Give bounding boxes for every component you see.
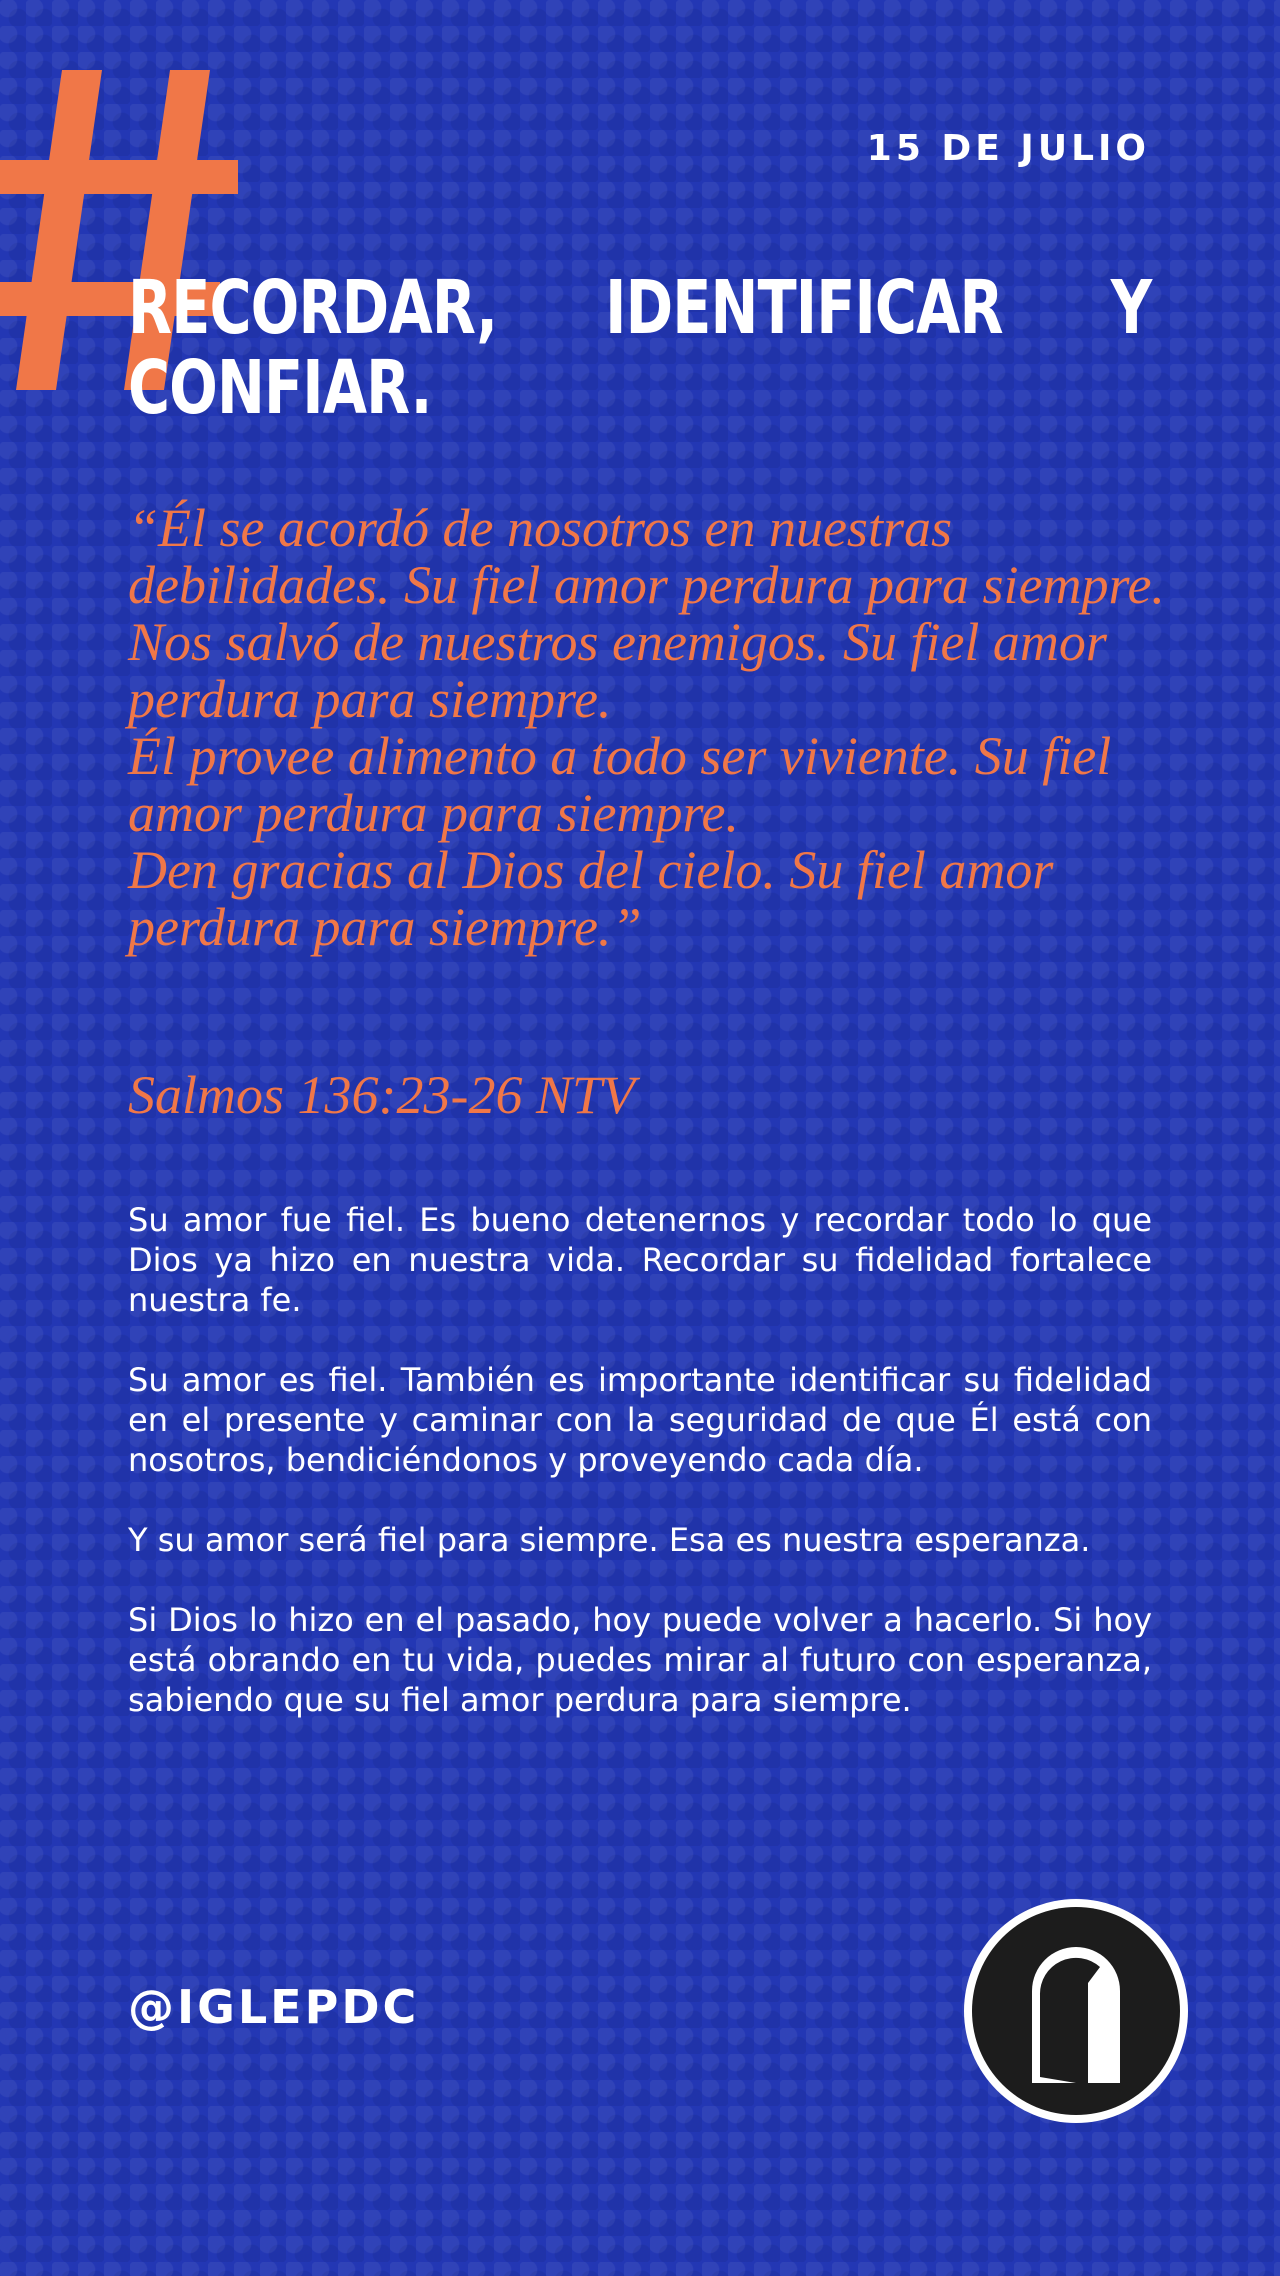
devotional-text xyxy=(128,1200,1152,1760)
date-label: 15 DE JULIO xyxy=(866,128,1150,169)
verse-line: Él provee alimento a todo ser viviente. Su fiel amor perdura para siempre. xyxy=(128,726,1112,843)
verse-line: Den gracias al Dios del cielo. Su fiel amor perdura para siempre.” xyxy=(128,840,1054,957)
paragraph: Su amor fue fiel. Es bueno detenernos y recordar todo lo que Dios ya hizo en nuestra vida. Recordar su fidelidad fortalece nuestra fe. xyxy=(128,1201,1152,1319)
bible-verse xyxy=(128,500,1168,956)
verse-reference: Salmos 136:23-26 NTV xyxy=(128,1065,636,1125)
social-handle: @IGLEPDC xyxy=(128,1980,420,2034)
paragraph: Su amor es fiel. También es importante identificar su fidelidad en el presente y caminar con la seguridad de que Él está con nosotros, bendiciéndonos y proveyendo cada día. xyxy=(128,1361,1152,1479)
verse-line: “Él se acordó de nosotros en nuestras debilidades. Su fiel amor perdura para siempre. xyxy=(128,498,1165,615)
verse-line: Nos salvó de nuestros enemigos. Su fiel amor perdura para siempre. xyxy=(128,612,1107,729)
paragraph: Y su amor será fiel para siempre. Esa es nuestra esperanza. xyxy=(128,1521,1091,1559)
church-door-logo xyxy=(960,1895,1192,2127)
paragraph: Si Dios lo hizo en el pasado, hoy puede volver a hacerlo. Si hoy está obrando en tu vida, puedes mirar al futuro con esperanza, sabiendo que su fiel amor perdura para siempre. xyxy=(128,1601,1152,1719)
page-title: RECORDAR, IDENTIFICAR Y CONFIAR. xyxy=(128,265,1152,431)
